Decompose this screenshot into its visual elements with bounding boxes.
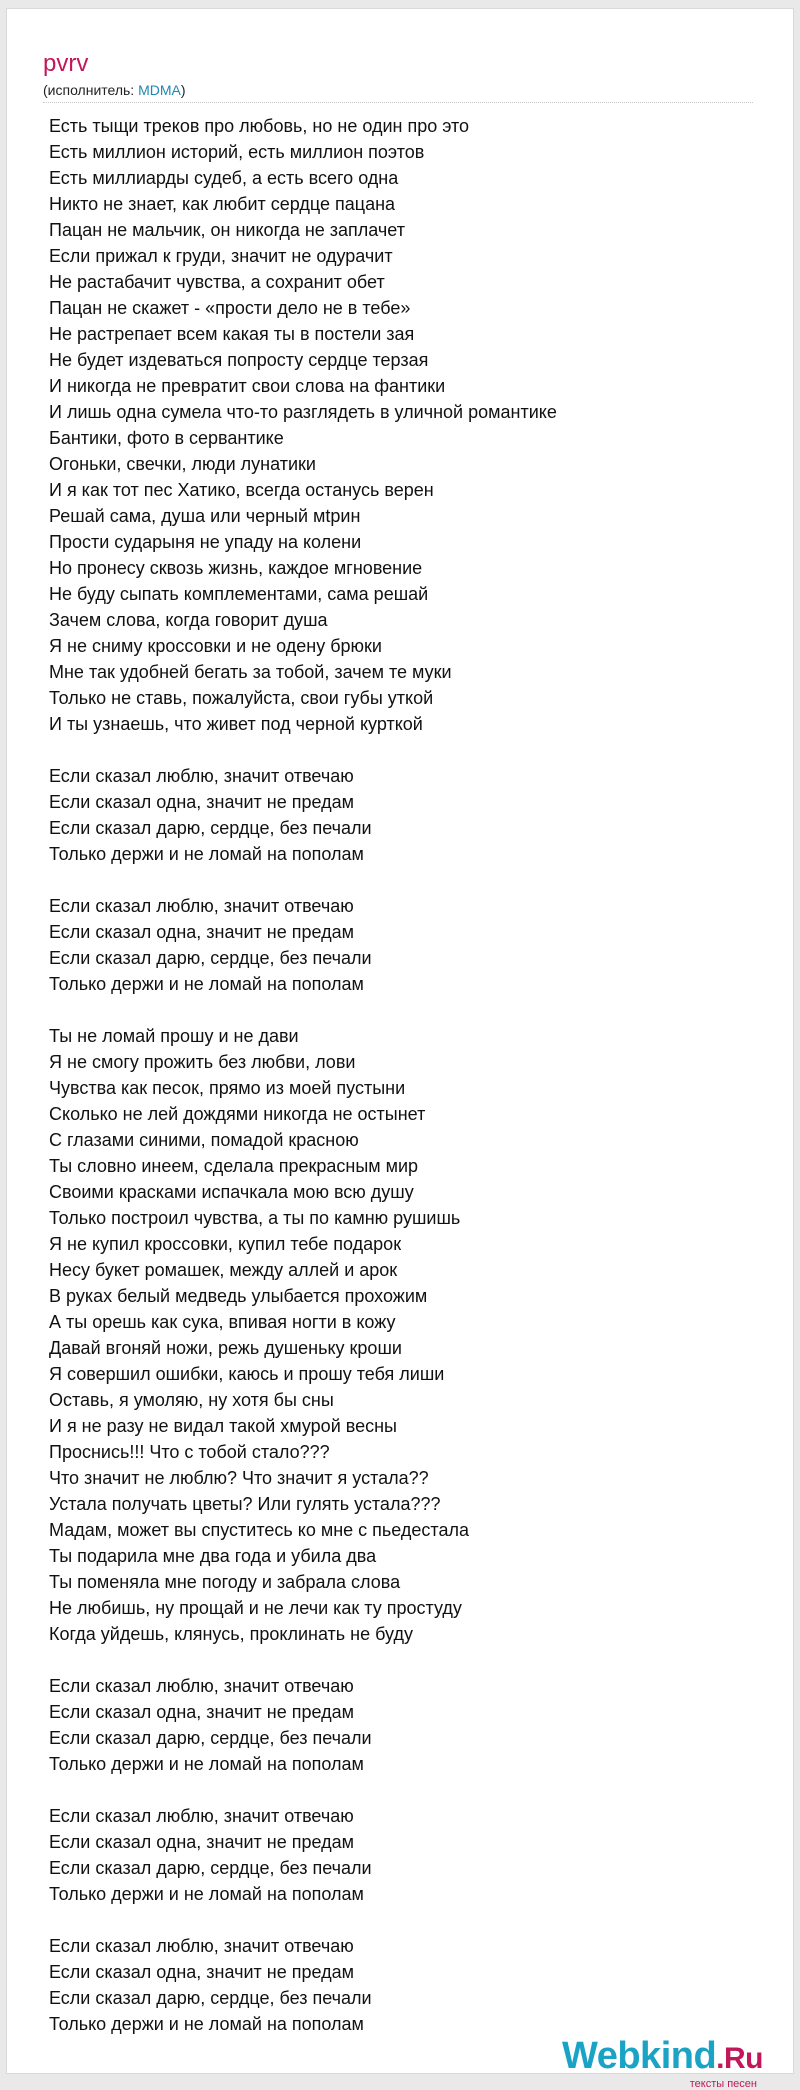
lyric-line: Не буду сыпать комплементами, сама решай bbox=[49, 584, 429, 604]
lyric-line: Сколько не лей дождями никогда не остынет bbox=[49, 1104, 426, 1124]
lyric-line: И я как тот пес Хатико, всегда останусь верен bbox=[49, 480, 434, 500]
logo-tld: .Ru bbox=[716, 2042, 763, 2075]
lyric-line: Если сказал одна, значит не предам bbox=[49, 1702, 354, 1722]
logo-main-text: Webkind bbox=[562, 2035, 717, 2077]
lyric-line: Не растрепает всем какая ты в постели зая bbox=[49, 324, 415, 344]
lyric-line: Проснись!!! Что с тобой стало??? bbox=[49, 1442, 330, 1462]
lyric-line: Если сказал люблю, значит отвечаю bbox=[49, 1806, 354, 1826]
lyrics-card bbox=[6, 8, 794, 2090]
lyric-line: Если сказал люблю, значит отвечаю bbox=[49, 1936, 354, 1956]
lyric-line: Мадам, может вы спуститесь ко мне с пьедестала bbox=[49, 1520, 469, 1540]
lyric-line: Мне так удобней бегать за тобой, зачем те муки bbox=[49, 662, 452, 682]
lyric-line: Я не купил кроссовки, купил тебе подарок bbox=[49, 1234, 402, 1254]
lyric-line: Только построил чувства, а ты по камню рушишь bbox=[49, 1208, 461, 1228]
lyric-line: Я не сниму кроссовки и не одену брюки bbox=[49, 636, 382, 656]
lyric-line: Если сказал дарю, сердце, без печали bbox=[49, 818, 372, 838]
lyric-line: Решай сама, душа или черный мtрин bbox=[49, 506, 361, 526]
lyric-line: Несу букет ромашек, между аллей и арок bbox=[49, 1260, 398, 1280]
lyric-line: Только держи и не ломай на пополам bbox=[49, 844, 364, 864]
song-header bbox=[43, 49, 753, 99]
artist-line bbox=[43, 81, 753, 99]
lyric-line: Чувства как песок, прямо из моей пустыни bbox=[49, 1078, 406, 1098]
artist-prefix: (исполнитель: bbox=[43, 82, 139, 98]
lyric-line: И ты узнаешь, что живет под черной курткой bbox=[49, 714, 423, 734]
lyric-line: Я совершил ошибки, каюсь и прошу тебя лиши bbox=[49, 1364, 445, 1384]
logo-tagline: тексты песен bbox=[689, 2078, 757, 2090]
stanza-gap bbox=[49, 997, 769, 1023]
logo-wordmark bbox=[562, 2037, 763, 2078]
stanza-gap bbox=[49, 867, 769, 893]
lyric-line: Ты поменяла мне погоду и забрала слова bbox=[49, 1572, 401, 1592]
lyric-line: Если сказал дарю, сердце, без печали bbox=[49, 948, 372, 968]
lyric-line: Я не смогу прожить без любви, лови bbox=[49, 1052, 356, 1072]
lyric-line: Если сказал одна, значит не предам bbox=[49, 922, 354, 942]
lyric-line: Не будет издеваться попросту сердце терзая bbox=[49, 350, 429, 370]
song-title: pvrv bbox=[43, 50, 89, 77]
lyric-line: Если сказал одна, значит не предам bbox=[49, 1832, 354, 1852]
lyric-line: Есть тыщи треков про любовь, но не один про это bbox=[49, 116, 470, 136]
lyric-line: С глазами синими, помадой красною bbox=[49, 1130, 359, 1150]
lyric-line: А ты орешь как сука, впивая ногти в кожу bbox=[49, 1312, 396, 1332]
lyric-line: Ты словно инеем, сделала прекрасным мир bbox=[49, 1156, 419, 1176]
lyric-line: Только держи и не ломай на пополам bbox=[49, 1884, 364, 1904]
lyric-line: Есть миллион историй, есть миллион поэтов bbox=[49, 142, 425, 162]
lyric-line: Не любишь, ну прощай и не лечи как ту простуду bbox=[49, 1598, 462, 1618]
lyric-line: Оставь, я умоляю, ну хотя бы сны bbox=[49, 1390, 334, 1410]
lyric-line: Своими красками испачкала мою всю душу bbox=[49, 1182, 414, 1202]
lyrics-body bbox=[49, 113, 769, 2037]
stanza-gap bbox=[49, 1907, 769, 1933]
lyric-line: Если сказал одна, значит не предам bbox=[49, 1962, 354, 1982]
lyric-line: Огоньки, свечки, люди лунатики bbox=[49, 454, 316, 474]
lyric-line: Когда уйдешь, клянусь, проклинать не буду bbox=[49, 1624, 413, 1644]
lyric-line: Бантики, фото в сервантике bbox=[49, 428, 284, 448]
lyric-line: Если сказал дарю, сердце, без печали bbox=[49, 1858, 372, 1878]
lyric-line: Если сказал люблю, значит отвечаю bbox=[49, 896, 354, 916]
lyric-line: Не растабачит чувства, а сохранит обет bbox=[49, 272, 385, 292]
lyric-line: Зачем слова, когда говорит душа bbox=[49, 610, 328, 630]
lyric-line: Прости сударыня не упаду на колени bbox=[49, 532, 362, 552]
lyric-line: Если сказал дарю, сердце, без печали bbox=[49, 1728, 372, 1748]
lyric-line: Только держи и не ломай на пополам bbox=[49, 1754, 364, 1774]
stanza-gap bbox=[49, 1777, 769, 1803]
lyric-line: Если сказал люблю, значит отвечаю bbox=[49, 766, 354, 786]
lyric-line: Давай вгоняй ножи, режь душеньку кроши bbox=[49, 1338, 402, 1358]
lyric-line: Что значит не люблю? Что значит я устала?? bbox=[49, 1468, 429, 1488]
artist-suffix: ) bbox=[180, 82, 186, 98]
lyric-line: Пацан не скажет - «прости дело не в тебе» bbox=[49, 298, 411, 318]
lyric-line: Ты подарила мне два года и убила два bbox=[49, 1546, 377, 1566]
site-logo[interactable] bbox=[562, 2037, 763, 2090]
lyric-line: Пацан не мальчик, он никогда не заплачет bbox=[49, 220, 405, 240]
lyric-line: Есть миллиарды судеб, а есть всего одна bbox=[49, 168, 399, 188]
stanza-gap bbox=[49, 1647, 769, 1673]
artist-link[interactable]: MDMA bbox=[138, 82, 181, 98]
lyric-line: Но пронесу сквозь жизнь, каждое мгновение bbox=[49, 558, 423, 578]
lyric-line: Только держи и не ломай на пополам bbox=[49, 2014, 364, 2034]
lyric-line: Устала получать цветы? Или гулять устала??? bbox=[49, 1494, 441, 1514]
lyric-line: Никто не знает, как любит сердце пацана bbox=[49, 194, 396, 214]
lyric-line: И я не разу не видал такой хмурой весны bbox=[49, 1416, 397, 1436]
lyric-line: Только держи и не ломай на пополам bbox=[49, 974, 364, 994]
lyric-line: И лишь одна сумела что-то разглядеть в уличной романтике bbox=[49, 402, 557, 422]
lyric-line: И никогда не превратит свои слова на фантики bbox=[49, 376, 446, 396]
lyric-line: Ты не ломай прошу и не дави bbox=[49, 1026, 299, 1046]
lyric-line: Только не ставь, пожалуйста, свои губы уткой bbox=[49, 688, 434, 708]
lyric-line: Если сказал люблю, значит отвечаю bbox=[49, 1676, 354, 1696]
lyric-line: Если прижал к груди, значит не одурачит bbox=[49, 246, 393, 266]
lyric-line: В руках белый медведь улыбается прохожим bbox=[49, 1286, 428, 1306]
header-divider bbox=[43, 102, 753, 103]
stanza-gap bbox=[49, 737, 769, 763]
lyric-line: Если сказал дарю, сердце, без печали bbox=[49, 1988, 372, 2008]
lyric-line: Если сказал одна, значит не предам bbox=[49, 792, 354, 812]
